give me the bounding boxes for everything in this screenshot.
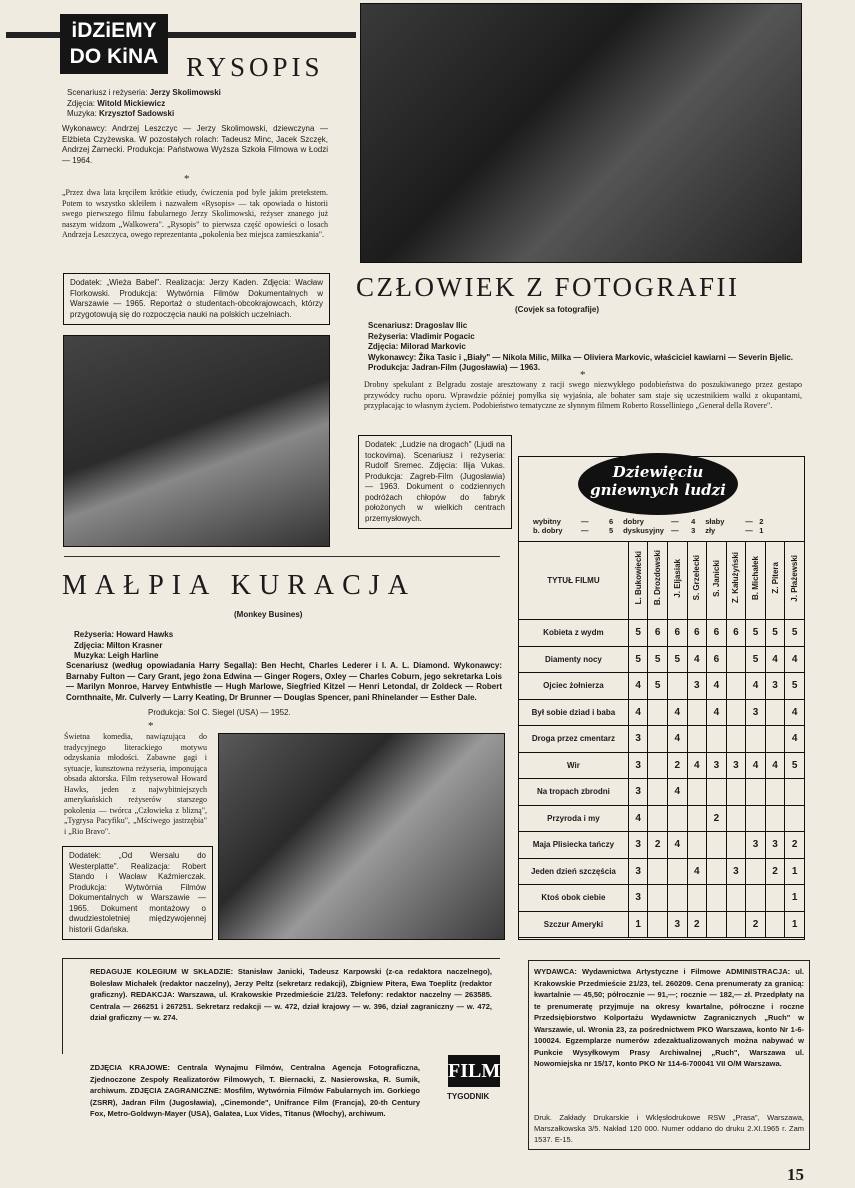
score-cell: 3	[628, 858, 648, 885]
score-cell: 2	[765, 858, 785, 885]
score-cell: 4	[785, 699, 805, 726]
score-cell	[726, 726, 746, 753]
film-title: Droga przez cmentarz	[519, 726, 629, 753]
credit-line: Produkcja: Jadran-Film (Jugosławia) — 1963.	[368, 363, 541, 372]
score-cell: 3	[765, 832, 785, 859]
score-cell: 6	[726, 620, 746, 647]
score-cell: 3	[628, 779, 648, 806]
score-cell	[648, 858, 668, 885]
score-cell	[648, 911, 668, 938]
score-cell	[726, 911, 746, 938]
critic-header: Z. Pitera	[765, 542, 785, 620]
film-title: Był sobie dziad i baba	[519, 699, 629, 726]
score-cell	[726, 646, 746, 673]
film-title: Kobieta z wydm	[519, 620, 629, 647]
ratings-title-line-1: Dziewięciu	[612, 463, 704, 481]
film-logo: FILM	[448, 1055, 500, 1087]
film-row	[519, 805, 805, 832]
score-cell: 1	[785, 885, 805, 912]
malpia-star: *	[148, 720, 154, 732]
score-cell: 1	[785, 858, 805, 885]
score-cell: 6	[667, 620, 687, 647]
score-cell: 4	[707, 673, 727, 700]
film-title: Ojciec żołnierza	[519, 673, 629, 700]
score-cell: 5	[765, 620, 785, 647]
score-cell: 3	[746, 832, 766, 859]
score-cell: 5	[648, 673, 668, 700]
score-cell	[765, 779, 785, 806]
film-title: Przyroda i my	[519, 805, 629, 832]
score-cell: 4	[667, 699, 687, 726]
score-cell	[726, 885, 746, 912]
section-badge	[60, 14, 168, 74]
czlowiek-title: CZŁOWIEK Z FOTOGRAFII	[356, 272, 740, 302]
film-row	[519, 620, 805, 647]
footer-wydawca: WYDAWCA: Wydawnictwa Artystyczne i Filmowe ADMINISTRACJA: ul. Krakowskie Przedmieście 21/23, tel. 260209. Cena prenumeraty za granicą: kwartalnie — 45,50; półrocznie — 91,—; rocznie — 182,— zł. Przedpłaty na te prenumeratę przyjmuje na okresy kwartalne, półroczne i roczne Przedsiębiorstwo Kolportażu Wydawnictw Zagranicznych „Ruch" w Warszawie, ul. Wronia 23, za pośrednictwem PKO Warszawa, konto Nr 1-6-100024. Egzemplarze numerów zdezaktualizowanych można nabywać w Punkcie Wysyłkowym Prasy Archiwalnej „Ruch", Warszawa ul. Nowomiejska nr 15/17, konto PKO Nr 114-6-700041 VII O/M Warszawa.	[534, 967, 804, 1068]
czlowiek-description: Drobny spekulant z Belgradu zostaje aresztowany z racji swego niezwykłego podobieństwa do poszukiwanego przez gestapo przywódcy ruchu oporu. Wprawdzie później pomyłka się wyjaśnia, ale bohater sam staje się uczestnikiem walki z okupantami, przypłacając to własnym życiem. Podobieństwo tematyczne ze słynnym filmem Roberto Rosselliniego „Generał della Rovere".	[364, 380, 802, 410]
footer-zdjecia: ZDJĘCIA KRAJOWE: Centrala Wynajmu Filmów, Centralna Agencja Fotograficzna, Zjednoczone Zespoły Realizatorów Filmowych, T. Biernacki, Z. Nasierowska, R. Sumik, archiwum. ZDJĘCIA ZAGRANICZNE: Mosfilm, Wytwórnia Filmów Fabularnych im. Gorkiego (ZSRR), Jadran Film (Jugosławia), „Cinemonde", Unifrance Film (Francja), 20-th Century Fox, Metro-Goldwyn-Mayer (USA), Galatea, Lux Vides, Titanus (Włochy), archiwum.	[90, 1063, 420, 1118]
film-row	[519, 726, 805, 753]
ratings-box	[518, 456, 805, 940]
film-title: Diamenty nocy	[519, 646, 629, 673]
page-number: 15	[787, 1165, 804, 1184]
ratings-legend: wybitny — 6 dobry — 4 słaby — 2 b. dobry — 5 dyskusyjny — 3 zły — 1	[533, 517, 764, 535]
credit-line: Scenariusz: Dragoslav Ilic	[368, 321, 468, 330]
film-row	[519, 885, 805, 912]
malpia-cast: Scenariusz (według opowiadania Harry Segalla): Ben Hecht, Charles Lederer i I. A. L. Diamond. Wykonawcy: Barnaby Fulton — Cary Grant, jego żona Edwina — Ginger Rogers, Oxley — Charles Coburn, jego sekretarka Lois — Marilyn Monroe, Harvey Entwhistle — Hugh Marlowe, Siegfried Kitzel — Henri Letondal, dr Zoldeck — Robert Cornthnaite, Mr. Culverly — Larry Keating, Dr Brunner — Douglas Spencer, pani Rhinelander — Esther Dale.	[66, 661, 502, 702]
score-cell	[648, 805, 668, 832]
score-cell: 4	[687, 858, 707, 885]
score-cell: 4	[765, 752, 785, 779]
film-logo-subtitle: TYGODNIK	[447, 1092, 490, 1101]
film-row	[519, 752, 805, 779]
film-title-header: TYTUŁ FILMU	[519, 542, 629, 620]
score-cell: 5	[746, 620, 766, 647]
malpia-title: MAŁPIA KURACJA	[62, 570, 416, 601]
score-cell	[765, 911, 785, 938]
malpia-description: Świetna komedia, nawiązująca do tradycyjnego literackiego motywu odzyskania młodości. Zabawne gagi i sytuacje, kunsztowna reżyseria, imponująca obsada aktorska. Film reżyserował Howard Hawks, jeden z najwybitniejszych amerykańskich reżyserów starszego pokolenia — twórca „Człowieka z blizną", „Tygrysa Pacyfiku", „Mściwego jastrzębia" i „Rio Bravo".	[64, 732, 207, 836]
score-cell: 1	[628, 911, 648, 938]
score-cell: 4	[746, 752, 766, 779]
header-rule	[6, 32, 356, 38]
score-cell: 4	[628, 805, 648, 832]
score-cell	[746, 726, 766, 753]
film-row	[519, 911, 805, 938]
score-cell: 5	[628, 620, 648, 647]
score-cell: 6	[687, 620, 707, 647]
score-cell	[765, 805, 785, 832]
score-cell	[687, 699, 707, 726]
score-cell	[726, 779, 746, 806]
score-cell	[726, 673, 746, 700]
rysopis-quote: „Przez dwa lata kręciłem krótkie etiudy, ćwiczenia pod byle jakim pretekstem. Potem to wszystko skleiłem i nazwałem «Rysopis» — tak opowiada o historii swego pierwszego filmu fabularnego Jerzy Skolimowski, reżyser znanego już naszym widzom „Walkowera". „Rysopis" to pierwsza część opowieści o losach Andrzeja Leszczyca, owego reprezentanta „pokolenia bez miejsca zamieszkania".	[62, 188, 328, 239]
score-cell: 1	[785, 911, 805, 938]
ratings-title-line-2: gniewnych ludzi	[590, 481, 726, 499]
photo-rysopis	[63, 335, 330, 547]
score-cell: 4	[746, 673, 766, 700]
critic-header: Z. Kałużyński	[726, 542, 746, 620]
score-cell: 4	[687, 752, 707, 779]
score-cell: 2	[707, 805, 727, 832]
score-cell: 5	[785, 620, 805, 647]
footer-druk: Druk. Zakłady Drukarskie i Wklęsłodrukowe RSW „Prasa", Warszawa, Marszałkowska 3/5. Nakład 120 000. Numer oddano do druku 2.XI.1965 r. Zam 1537. E-15.	[534, 1113, 804, 1144]
score-cell	[726, 699, 746, 726]
film-row	[519, 779, 805, 806]
score-cell	[687, 805, 707, 832]
score-cell: 2	[687, 911, 707, 938]
score-cell: 5	[628, 646, 648, 673]
score-cell: 3	[707, 752, 727, 779]
film-title: Szczur Ameryki	[519, 911, 629, 938]
score-cell	[785, 805, 805, 832]
score-cell	[667, 805, 687, 832]
score-cell: 3	[687, 673, 707, 700]
score-cell	[746, 885, 766, 912]
film-title: Na tropach zbrodni	[519, 779, 629, 806]
rysopis-cast: Wykonawcy: Andrzej Leszczyc — Jerzy Skolimowski, dziewczyna — Elżbieta Czyżewska. W pozostałych rolach: Tadeusz Minc, Jacek Szczęk, Andrzej Żarnecki. Produkcja: Państwowa Wyższa Szkoła Filmowa w Łodzi — 1964.	[62, 124, 328, 165]
score-cell	[746, 805, 766, 832]
malpia-supplement: Dodatek: „Od Wersalu do Westerplatte". Realizacja: Robert Stando i Wacław Kaźmierczak. Produkcja: Wytwórnia Filmów Dokumentalnych w Warszawie — 1965. Dokument montażowy o dwudziestoletniej międzywojennej historii Gdańska.	[62, 846, 213, 940]
score-cell: 3	[628, 885, 648, 912]
score-cell	[687, 885, 707, 912]
score-cell: 3	[628, 752, 648, 779]
score-cell: 3	[765, 673, 785, 700]
score-cell	[648, 726, 668, 753]
score-cell	[648, 885, 668, 912]
rysopis-credits	[67, 88, 327, 120]
score-cell: 2	[648, 832, 668, 859]
score-cell: 2	[667, 752, 687, 779]
critic-header: J. Eljasiak	[667, 542, 687, 620]
score-cell	[707, 911, 727, 938]
score-cell: 4	[707, 699, 727, 726]
score-cell: 3	[726, 858, 746, 885]
rysopis-title: RYSOPIS	[186, 52, 324, 82]
credit-line: Scenariusz i reżyseria: Jerzy Skolimowski	[67, 88, 221, 97]
malpia-original-title: (Monkey Busines)	[234, 610, 303, 619]
critic-header: S. Grzelecki	[687, 542, 707, 620]
score-cell	[667, 858, 687, 885]
credit-line: Muzyka: Leigh Harline	[74, 651, 159, 660]
score-cell: 4	[667, 726, 687, 753]
credit-line: Zdjęcia: Witold Mickiewicz	[67, 98, 166, 108]
czlowiek-credits	[368, 321, 798, 374]
score-cell	[687, 779, 707, 806]
section-divider	[64, 556, 500, 557]
score-cell: 4	[687, 646, 707, 673]
score-cell: 6	[648, 620, 668, 647]
score-cell	[707, 779, 727, 806]
score-cell	[746, 779, 766, 806]
score-cell	[746, 858, 766, 885]
score-cell	[648, 779, 668, 806]
score-cell	[726, 805, 746, 832]
critic-header: B. Drozdowski	[648, 542, 668, 620]
score-cell	[765, 699, 785, 726]
critic-header: J. Płażewski	[785, 542, 805, 620]
score-cell: 3	[628, 832, 648, 859]
score-cell: 4	[628, 699, 648, 726]
malpia-credits	[74, 630, 274, 662]
score-cell: 3	[667, 911, 687, 938]
badge-line-2: DO KiNA	[69, 45, 159, 68]
critic-header: S. Janicki	[707, 542, 727, 620]
footer-redakcja: REDAGUJE KOLEGIUM W SKŁADZIE: Stanisław Janicki, Tadeusz Karpowski (z-ca redaktora naczelnego), Bolesław Michałek (redaktor naczelny), Jerzy Peltz (sekretarz redakcji), Zbigniew Pitera, Ewa Toeplitz (redaktor graficzny). REDAKCJA: Warszawa, ul. Krakowskie Przedmieście 21/23. Telefony: redaktor naczelny — 263585. Centrala — 266251 i 267251. Sekretarz redakcji — w. 472, dział krajowy — w. 396, dział zagraniczny — w. 472, dział graficzny — w. 274.	[90, 967, 492, 1022]
score-cell: 5	[667, 646, 687, 673]
score-cell: 4	[667, 832, 687, 859]
credit-line: Zdjęcia: Milton Krasner	[74, 640, 163, 650]
credit-line: Muzyka: Krzysztof Sadowski	[67, 109, 175, 118]
score-cell	[726, 832, 746, 859]
film-title: Jeden dzień szczęścia	[519, 858, 629, 885]
rysopis-star: *	[184, 173, 190, 185]
film-row	[519, 832, 805, 859]
score-cell	[707, 726, 727, 753]
film-title: Maja Plisiecka tańczy	[519, 832, 629, 859]
score-cell	[785, 779, 805, 806]
czlowiek-star: *	[580, 369, 586, 381]
rysopis-supplement: Dodatek: „Wieża Babel". Realizacja: Jerzy Kaden. Zdjęcia: Wacław Florkowski. Produkcja: Wytwórnia Filmów Dokumentalnych w Warszawie — 1965. Reportaż o studentach-obcokrajowcach, którzy przygotowują się do rozpoczęcia nauki na polskich uczelniach.	[63, 273, 330, 325]
credit-line: Reżyseria: Howard Hawks	[74, 630, 174, 639]
badge-line-1: iDZiEMY	[71, 19, 157, 42]
film-row	[519, 858, 805, 885]
score-cell: 3	[726, 752, 746, 779]
score-cell: 2	[746, 911, 766, 938]
score-cell	[687, 832, 707, 859]
score-cell: 4	[785, 646, 805, 673]
score-cell: 5	[785, 752, 805, 779]
score-cell	[687, 726, 707, 753]
film-title: Wir	[519, 752, 629, 779]
score-cell: 4	[765, 646, 785, 673]
score-cell: 4	[785, 726, 805, 753]
film-row	[519, 673, 805, 700]
credit-line: Reżyseria: Vladimir Pogacic	[368, 331, 475, 341]
credit-line: Wykonawcy: Žika Tasic i „Biały" — Nikola Milic, Milka — Oliviera Markovic, właściciel kawiarni — Severin Bjelic.	[368, 352, 794, 362]
score-cell: 6	[707, 646, 727, 673]
score-cell	[667, 673, 687, 700]
score-cell	[648, 699, 668, 726]
score-cell	[707, 885, 727, 912]
score-cell	[667, 885, 687, 912]
score-cell	[707, 832, 727, 859]
score-cell	[765, 726, 785, 753]
critic-header: L. Bukowiecki	[628, 542, 648, 620]
film-title: Ktoś obok ciebie	[519, 885, 629, 912]
score-cell: 3	[628, 726, 648, 753]
czlowiek-supplement: Dodatek: „Ludzie na drogach" (Ljudi na tockovima). Scenariusz i reżyseria: Rudolf Sremec. Zdjęcia: Ilija Vukas. Produkcja: Zagreb-Film (Jugosławia) — 1963. Dokument o codziennych podróżach chłopów do fabryk położonych w wielkich centrach przemysłowych.	[358, 435, 512, 529]
photo-czlowiek-z-fotografii	[360, 3, 802, 263]
film-row	[519, 699, 805, 726]
score-cell: 6	[707, 620, 727, 647]
czlowiek-original-title: (Covjek sa fotografije)	[515, 305, 600, 314]
score-cell	[765, 885, 785, 912]
score-cell	[707, 858, 727, 885]
score-cell: 5	[746, 646, 766, 673]
critic-header: B. Michałek	[746, 542, 766, 620]
score-cell: 5	[648, 646, 668, 673]
score-cell: 2	[785, 832, 805, 859]
score-cell: 5	[785, 673, 805, 700]
photo-malpia-kuracja	[218, 733, 505, 940]
malpia-production: Produkcja: Sol C. Siegel (USA) — 1952.	[148, 708, 291, 717]
score-cell: 4	[628, 673, 648, 700]
score-cell	[648, 752, 668, 779]
ratings-title	[578, 453, 738, 515]
credit-line: Zdjęcia: Milorad Markovic	[368, 342, 466, 351]
ratings-table	[518, 541, 805, 938]
film-row	[519, 646, 805, 673]
score-cell: 3	[746, 699, 766, 726]
score-cell: 4	[667, 779, 687, 806]
